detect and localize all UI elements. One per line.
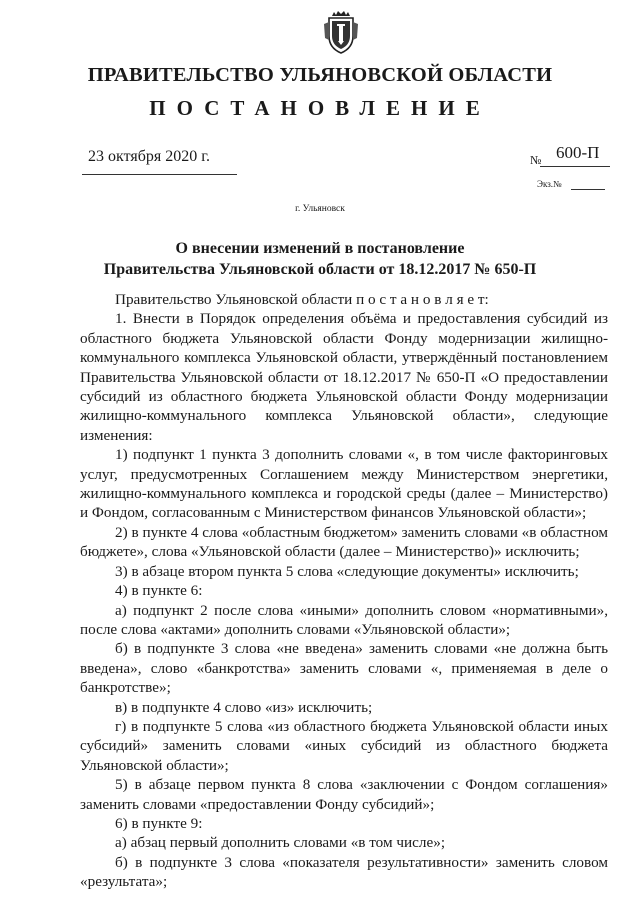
document-number: 600-П — [556, 143, 600, 162]
number-sign: № — [530, 153, 542, 167]
body-paragraph: а) абзац первый дополнить словами «в том числе»; — [115, 834, 446, 852]
body-paragraph: б) в подпункте 3 слова «показателя результативности» заменить словом «результата»; — [80, 853, 608, 891]
document-body — [80, 290, 608, 892]
body-paragraph: г) в подпункте 5 слова «из областного бюджета Ульяновской области иных субсидий» заменить словами «иных субсидий из областного бюджета Ульяновской области»; — [80, 717, 608, 774]
document-subject — [0, 238, 640, 280]
body-paragraph: в) в подпункте 4 слово «из» исключить; — [115, 698, 373, 716]
copy-number-label: Экз.№ — [537, 179, 562, 189]
body-paragraph: 2) в пункте 4 слова «областным бюджетом» заменить словами «в областном бюджете», слова «Ульяновской области (далее – Министерство)» исключить; — [80, 523, 608, 561]
coat-of-arms-icon — [323, 10, 359, 54]
body-paragraph: 5) в абзаце первом пункта 8 слова «заключении с Фондом соглашения» заменить словами «предоставлении Фонду субсидий»; — [80, 776, 608, 813]
body-paragraph: а) подпункт 2 после слова «иными» дополнить словом «нормативными», после слова «актами» дополнить словами «Ульяновской области»; — [80, 601, 608, 638]
subject-line: Правительства Ульяновской области от 18.12.2017 № 650-П — [103, 261, 537, 278]
document-date: 23 октября 2020 г. — [88, 148, 210, 165]
government-title: ПРАВИТЕЛЬСТВО УЛЬЯНОВСКОЙ ОБЛАСТИ — [87, 64, 553, 86]
copy-number-underline — [571, 189, 605, 190]
subject-line: О внесении изменений в постановление — [175, 240, 465, 257]
date-underline — [82, 174, 237, 175]
body-paragraph: 1) подпункт 1 пункта 3 дополнить словами «, в том числе факторинговых услуг, предусмотренных Соглашением между Министерством энергетики, жилищно-коммунального комплекса и городской среды (далее – Министерство) и Фондом, согласованным с Министерством финансов Ульяновской области»; — [80, 446, 608, 522]
body-paragraph: 6) в пункте 9: — [115, 814, 203, 832]
document-type-title: ПОСТАНОВЛЕНИЕ — [149, 96, 491, 120]
city-label: г. Ульяновск — [295, 204, 345, 214]
body-paragraph: 4) в пункте 6: — [115, 582, 203, 600]
body-paragraph: Правительство Ульяновской области п о с т а н о в л я е т: — [115, 291, 489, 308]
body-paragraph: 1. Внести в Порядок определения объёма и предоставления субсидий из областного бюджета Ульяновской области Фонду модернизации жилищно-коммунального комплекса Ульяновской области, утверждённый постановлением Правительства Ульяновской области от 18.12.2017 № 650-П «О предоставлении субсидий из областного бюджета Ульяновской области Фонду модернизации жилищно-коммунального комплекса Ульяновской области», следующие изменения: — [80, 310, 608, 444]
body-paragraph: б) в подпункте 3 слова «не введена» заменить словами «не должна быть введена», слово «банкротства» заменить словами «, применяемая в деле о банкротстве»; — [80, 640, 608, 697]
number-underline — [540, 166, 610, 167]
body-paragraph: 3) в абзаце втором пункта 5 слова «следующие документы» исключить; — [115, 562, 579, 580]
